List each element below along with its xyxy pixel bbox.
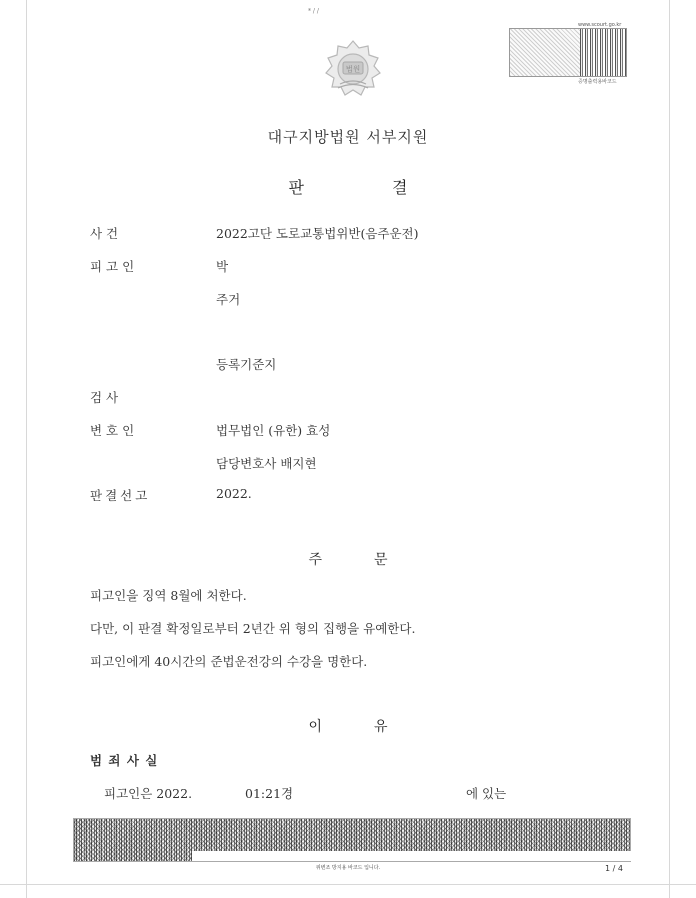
order-line: 다만, 이 판결 확정일로부터 2년간 위 형의 집행을 유예한다. xyxy=(90,621,416,636)
order-heading: 주문 xyxy=(308,552,440,568)
case-label: 사 건 xyxy=(90,226,119,241)
registration-value: 등록기준지 xyxy=(216,357,277,372)
facts-text-part1: 피고인은 2022. xyxy=(104,786,193,801)
counsel-value: 법무법인 (유한) 효성 xyxy=(216,423,331,438)
defendant-label: 피 고 인 xyxy=(90,259,135,274)
page-border-bottom xyxy=(0,884,696,885)
barcode-note: 위변조 방지용 바코드 입니다. xyxy=(315,865,381,871)
attorney-value: 담당변호사 배지현 xyxy=(216,456,317,471)
sentencing-value: 2022. xyxy=(216,486,252,501)
scan-mark: * / / xyxy=(308,8,319,15)
emblem-text: 법원 xyxy=(345,64,361,74)
verification-barcode-label: 증명출력용바코드 xyxy=(578,79,617,85)
case-value: 2022고단 도로교통법위반(음주운전) xyxy=(216,226,419,241)
court-emblem-icon xyxy=(322,38,384,98)
defendant-value: 박 xyxy=(216,259,229,274)
page-number: 1 / 4 xyxy=(605,864,623,873)
order-line: 피고인을 징역 8월에 처한다. xyxy=(90,588,247,603)
document-title: 판결 xyxy=(288,178,496,197)
sentencing-label: 판결선고 xyxy=(90,488,151,503)
counsel-label: 변 호 인 xyxy=(90,423,135,438)
court-name: 대구지방법원 서부지원 xyxy=(267,128,429,146)
anti-forgery-barcode xyxy=(73,818,631,862)
facts-text-part3: 에 있는 xyxy=(466,786,507,801)
order-line: 피고인에게 40시간의 준법운전강의 수강을 명한다. xyxy=(90,654,368,669)
site-url: www.scourt.go.kr xyxy=(578,22,622,28)
verification-barcode xyxy=(509,28,627,77)
residence-value: 주거 xyxy=(216,292,241,307)
reasons-heading: 이유 xyxy=(308,719,440,735)
facts-heading: 범 죄 사 실 xyxy=(90,753,159,768)
facts-text-part2: 01:21경 xyxy=(245,786,294,801)
prosecutor-label: 검 사 xyxy=(90,390,119,405)
